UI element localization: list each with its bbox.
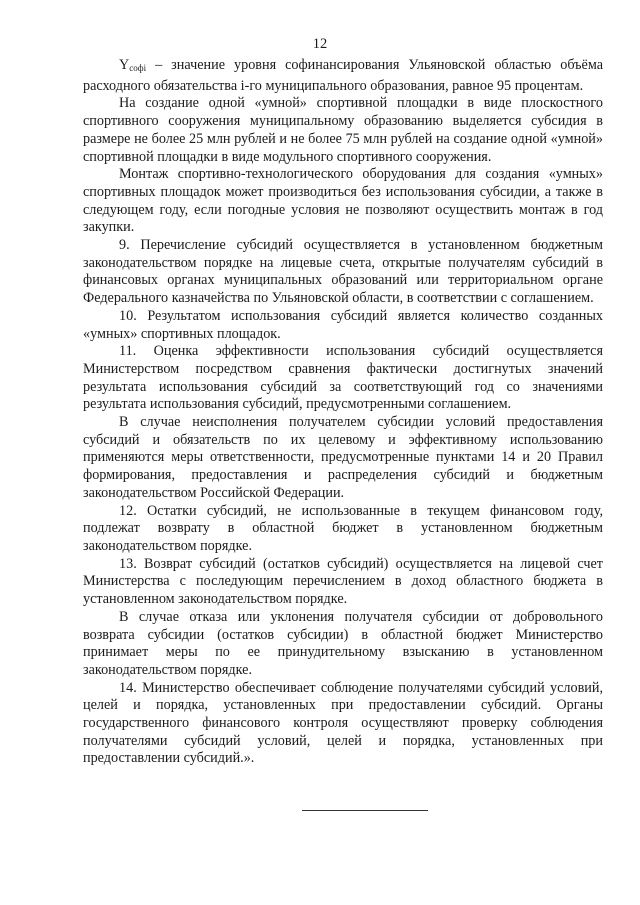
- definition-subscript: софі: [129, 63, 147, 73]
- paragraph-item-9: 9. Перечисление субсидий осуществляется в установленном бюджетным законодательством порядке на лицевые счета, открытые получателям субсидий в финансовых органах муниципальных образований или территориальном органе Федерального казначейства по Ульяновской области, в соответствии с соглашением.: [83, 237, 603, 307]
- paragraph-item-14: 14. Министерство обеспечивает соблюдение получателями субсидий условий, целей и порядка, установленных при предоставлении субсидий. Органы государственного финансового контроля осуществляют проверку соблюдения получателями субсидий условий, целей и порядка, установленных при предоставлении субсидий.».: [83, 679, 603, 767]
- closing-rule: [302, 810, 428, 811]
- definition-text: – значение уровня софинансирования Ульяновской областью объёма расходного обязательства і-го муниципального образования, равное 95 процентам.: [83, 57, 603, 94]
- page-number: 12: [312, 36, 328, 52]
- definition-paragraph: [83, 57, 603, 95]
- paragraph-subsidy-amount: На создание одной «умной» спортивной площадки в виде плоскостного спортивного сооружения муниципальному образованию выделяется субсидия в размере не более 25 млн рублей и не более 75 млн рублей на создание одной «умной» спортивной площадки в виде модульного спортивного сооружения.: [83, 95, 603, 165]
- paragraph-non-fulfillment: В случае неисполнения получателем субсидии условий предоставления субсидий и обязательств по их целевому и эффективному использованию применяются меры ответственности, предусмотренные пунктами 14 и 20 Правил формирования, предоставления и распределения субсидий и бюджетным законодательством Российской Федерации.: [83, 414, 603, 501]
- paragraph-item-10: 10. Результатом использования субсидий является количество созданных «умных» спортивных площадок.: [83, 307, 603, 342]
- definition-symbol: Y: [119, 57, 130, 73]
- paragraph-installation: Монтаж спортивно-технологического оборудования для создания «умных» спортивных площадок может производиться без использования субсидии, а также в следующем году, если погодные условия не позволяют осуществить монтаж в год закупки.: [83, 166, 603, 236]
- paragraph-item-13: 13. Возврат субсидий (остатков субсидий) осуществляется на лицевой счет Министерства с последующим перечислением в доход областного бюджета в установленном законодательством порядке.: [83, 555, 603, 608]
- paragraph-refusal: В случае отказа или уклонения получателя субсидии от добровольного возврата субсидии (остатков субсидии) в областной бюджет Министерство принимает меры по ее принудительному взысканию в установленном законодательством порядке.: [83, 608, 603, 678]
- paragraph-item-11: 11. Оценка эффективности использования субсидий осуществляется Министерством посредством сравнения фактически достигнутых значений результата использования субсидий за соответствующий год со значениями результата использования субсидий, предусмотренными соглашением.: [83, 343, 603, 413]
- document-body: [83, 57, 603, 768]
- paragraph-item-12: 12. Остатки субсидий, не использованные в текущем финансовом году, подлежат возврату в областной бюджет в установленном бюджетным законодательством порядке.: [83, 502, 603, 554]
